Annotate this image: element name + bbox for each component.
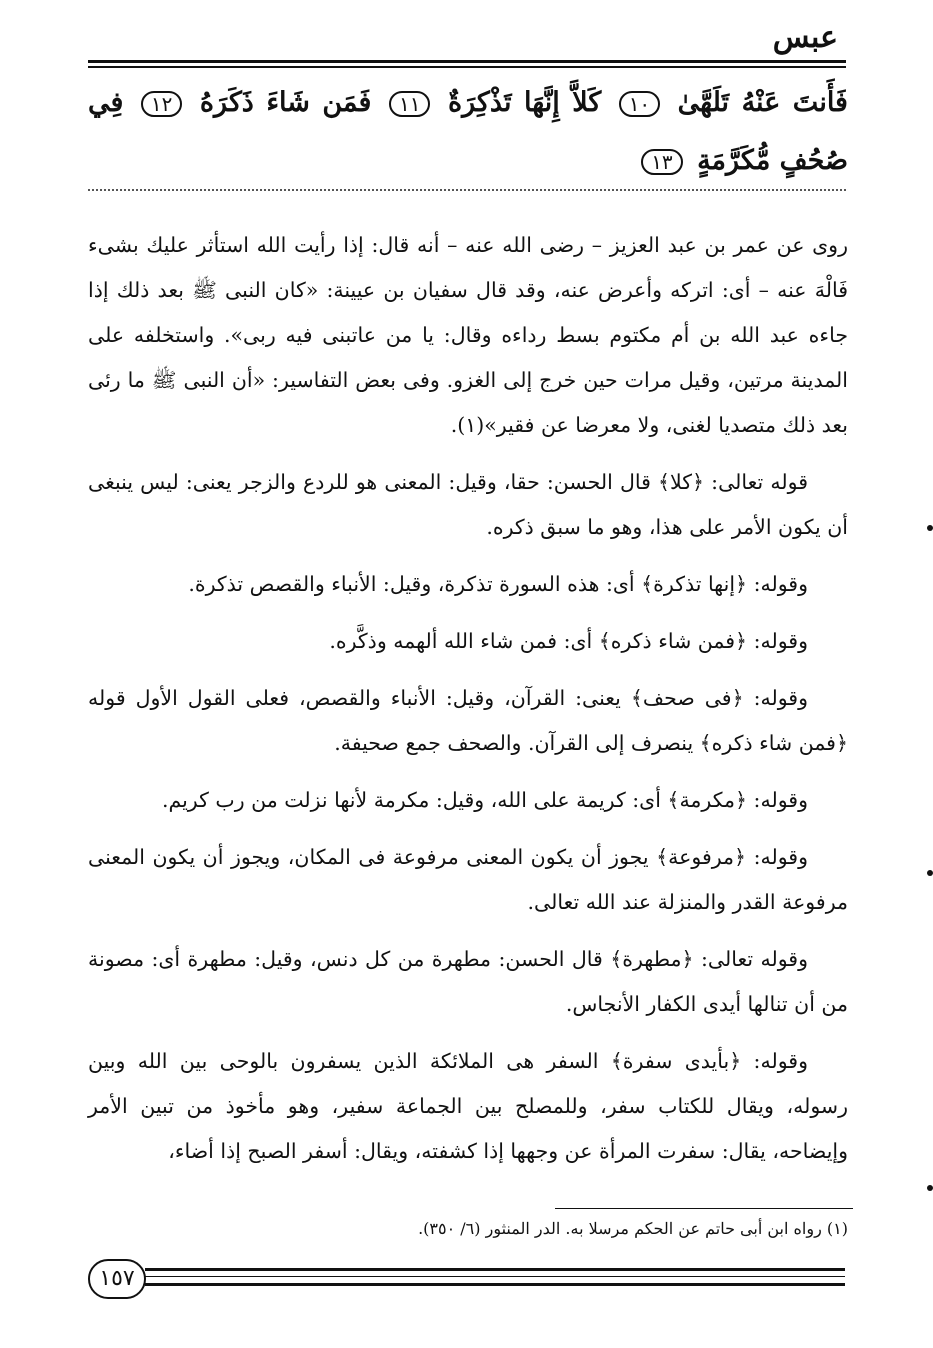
verse-text: فَأَنتَ عَنْهُ تَلَهَّىٰ bbox=[677, 87, 848, 118]
margin-mark bbox=[927, 525, 933, 531]
commentary-body bbox=[88, 223, 848, 1186]
paragraph: وقوله: ﴿مكرمة﴾ أى: كريمة على الله، وقيل: مكرمة لأنها نزلت من رب كريم. bbox=[161, 788, 808, 812]
margin-mark bbox=[927, 870, 933, 876]
verse-text: فِي صُحُفٍ مُّكَرَّمَةٍ bbox=[88, 87, 848, 176]
paragraph: روى عن عمر بن عبد العزيز – رضى الله عنه – أنه قال: إذا رأيت الله استأثر عليك بشىء فَالْهَ عنه – أى: اتركه وأعرض عنه، وقد قال سفيان بن عيينة: «كان النبى ﷺ بعد ذلك إذا جاءه عبد الله بن أم مكتوم بسط رداءه وقال: يا من عاتبنى فيه ربى». واستخلفه على المدينة مرتين، وقيل مرات حين خرج إلى الغزو. وفى بعض التفاسير: «أن النبى ﷺ ما رئى بعد ذلك متصديا لغنى، ولا معرضا عن فقير»(١). bbox=[88, 233, 848, 437]
verse-text: فَمَن شَاءَ ذَكَرَهُ bbox=[199, 87, 372, 118]
paragraph: وقوله: ﴿فى صحف﴾ يعنى: القرآن، وقيل: الأنباء والقصص، فعلى القول الأول قوله ﴿فمن شاء ذكره﴾ ينصرف إلى القرآن. والصحف جمع صحيفة. bbox=[88, 686, 848, 755]
paragraph: وقوله: ﴿إنها تذكرة﴾ أى: هذه السورة تذكرة، وقيل: الأنباء والقصص تذكرة. bbox=[188, 572, 808, 596]
ayah-number: ١٣ bbox=[641, 149, 682, 175]
margin-mark bbox=[927, 1185, 933, 1191]
paragraph: وقوله تعالى: ﴿مطهرة﴾ قال الحسن: مطهرة من كل دنس، وقيل: مطهرة أى: مصونة من أن تنالها أيدى الكفار الأنجاس. bbox=[88, 947, 848, 1016]
footer-rule bbox=[145, 1283, 845, 1286]
footnote: (١) رواه ابن أبى حاتم عن الحكم مرسلا به. الدر المنثور (٦/ ٣٥٠). bbox=[418, 1219, 848, 1238]
ayah-number: ١٠ bbox=[619, 91, 660, 117]
paragraph: وقوله: ﴿مرفوعة﴾ يجوز أن يكون المعنى مرفوعة فى المكان، ويجوز أن يكون المعنى مرفوعة القدر والمنزلة عند الله تعالى. bbox=[88, 845, 848, 914]
verse-separator bbox=[88, 189, 846, 191]
verse-text: كَلاَّ إِنَّهَا تَذْكِرَةٌ bbox=[447, 87, 602, 118]
paragraph: قوله تعالى: ﴿كلا﴾ قال الحسن: حقا، وقيل: المعنى هو للردع والزجر يعنى: ليس ينبغى أن يكون الأمر على هذا، وهو ما سبق ذكره. bbox=[88, 470, 848, 539]
surah-title: عبس bbox=[772, 20, 838, 55]
footnote-rule bbox=[555, 1208, 853, 1209]
header-rule bbox=[88, 60, 846, 63]
page-number: ١٥٧ bbox=[88, 1259, 146, 1299]
ayah-number: ١١ bbox=[389, 91, 430, 117]
quran-verses bbox=[88, 74, 848, 190]
paragraph: وقوله: ﴿فمن شاء ذكره﴾ أى: فمن شاء الله ألهمه وذكَّره. bbox=[329, 629, 808, 653]
paragraph: وقوله: ﴿بأيدى سفرة﴾ السفر هى الملائكة الذين يسفرون بالوحى بين الله وبين رسوله، ويقال للكتاب سفر، وللمصلح بين الجماعة سفير، وهو مأخوذ من تبين الأمر وإيضاحه، يقال: سفرت المرأة عن وجهها إذا كشفته، ويقال: أسفر الصبح إذا أضاء، bbox=[88, 1049, 848, 1163]
footer-rule bbox=[145, 1276, 845, 1277]
header-rule-thin bbox=[88, 66, 846, 68]
ayah-number: ١٢ bbox=[141, 91, 182, 117]
footer-rule bbox=[145, 1268, 845, 1271]
